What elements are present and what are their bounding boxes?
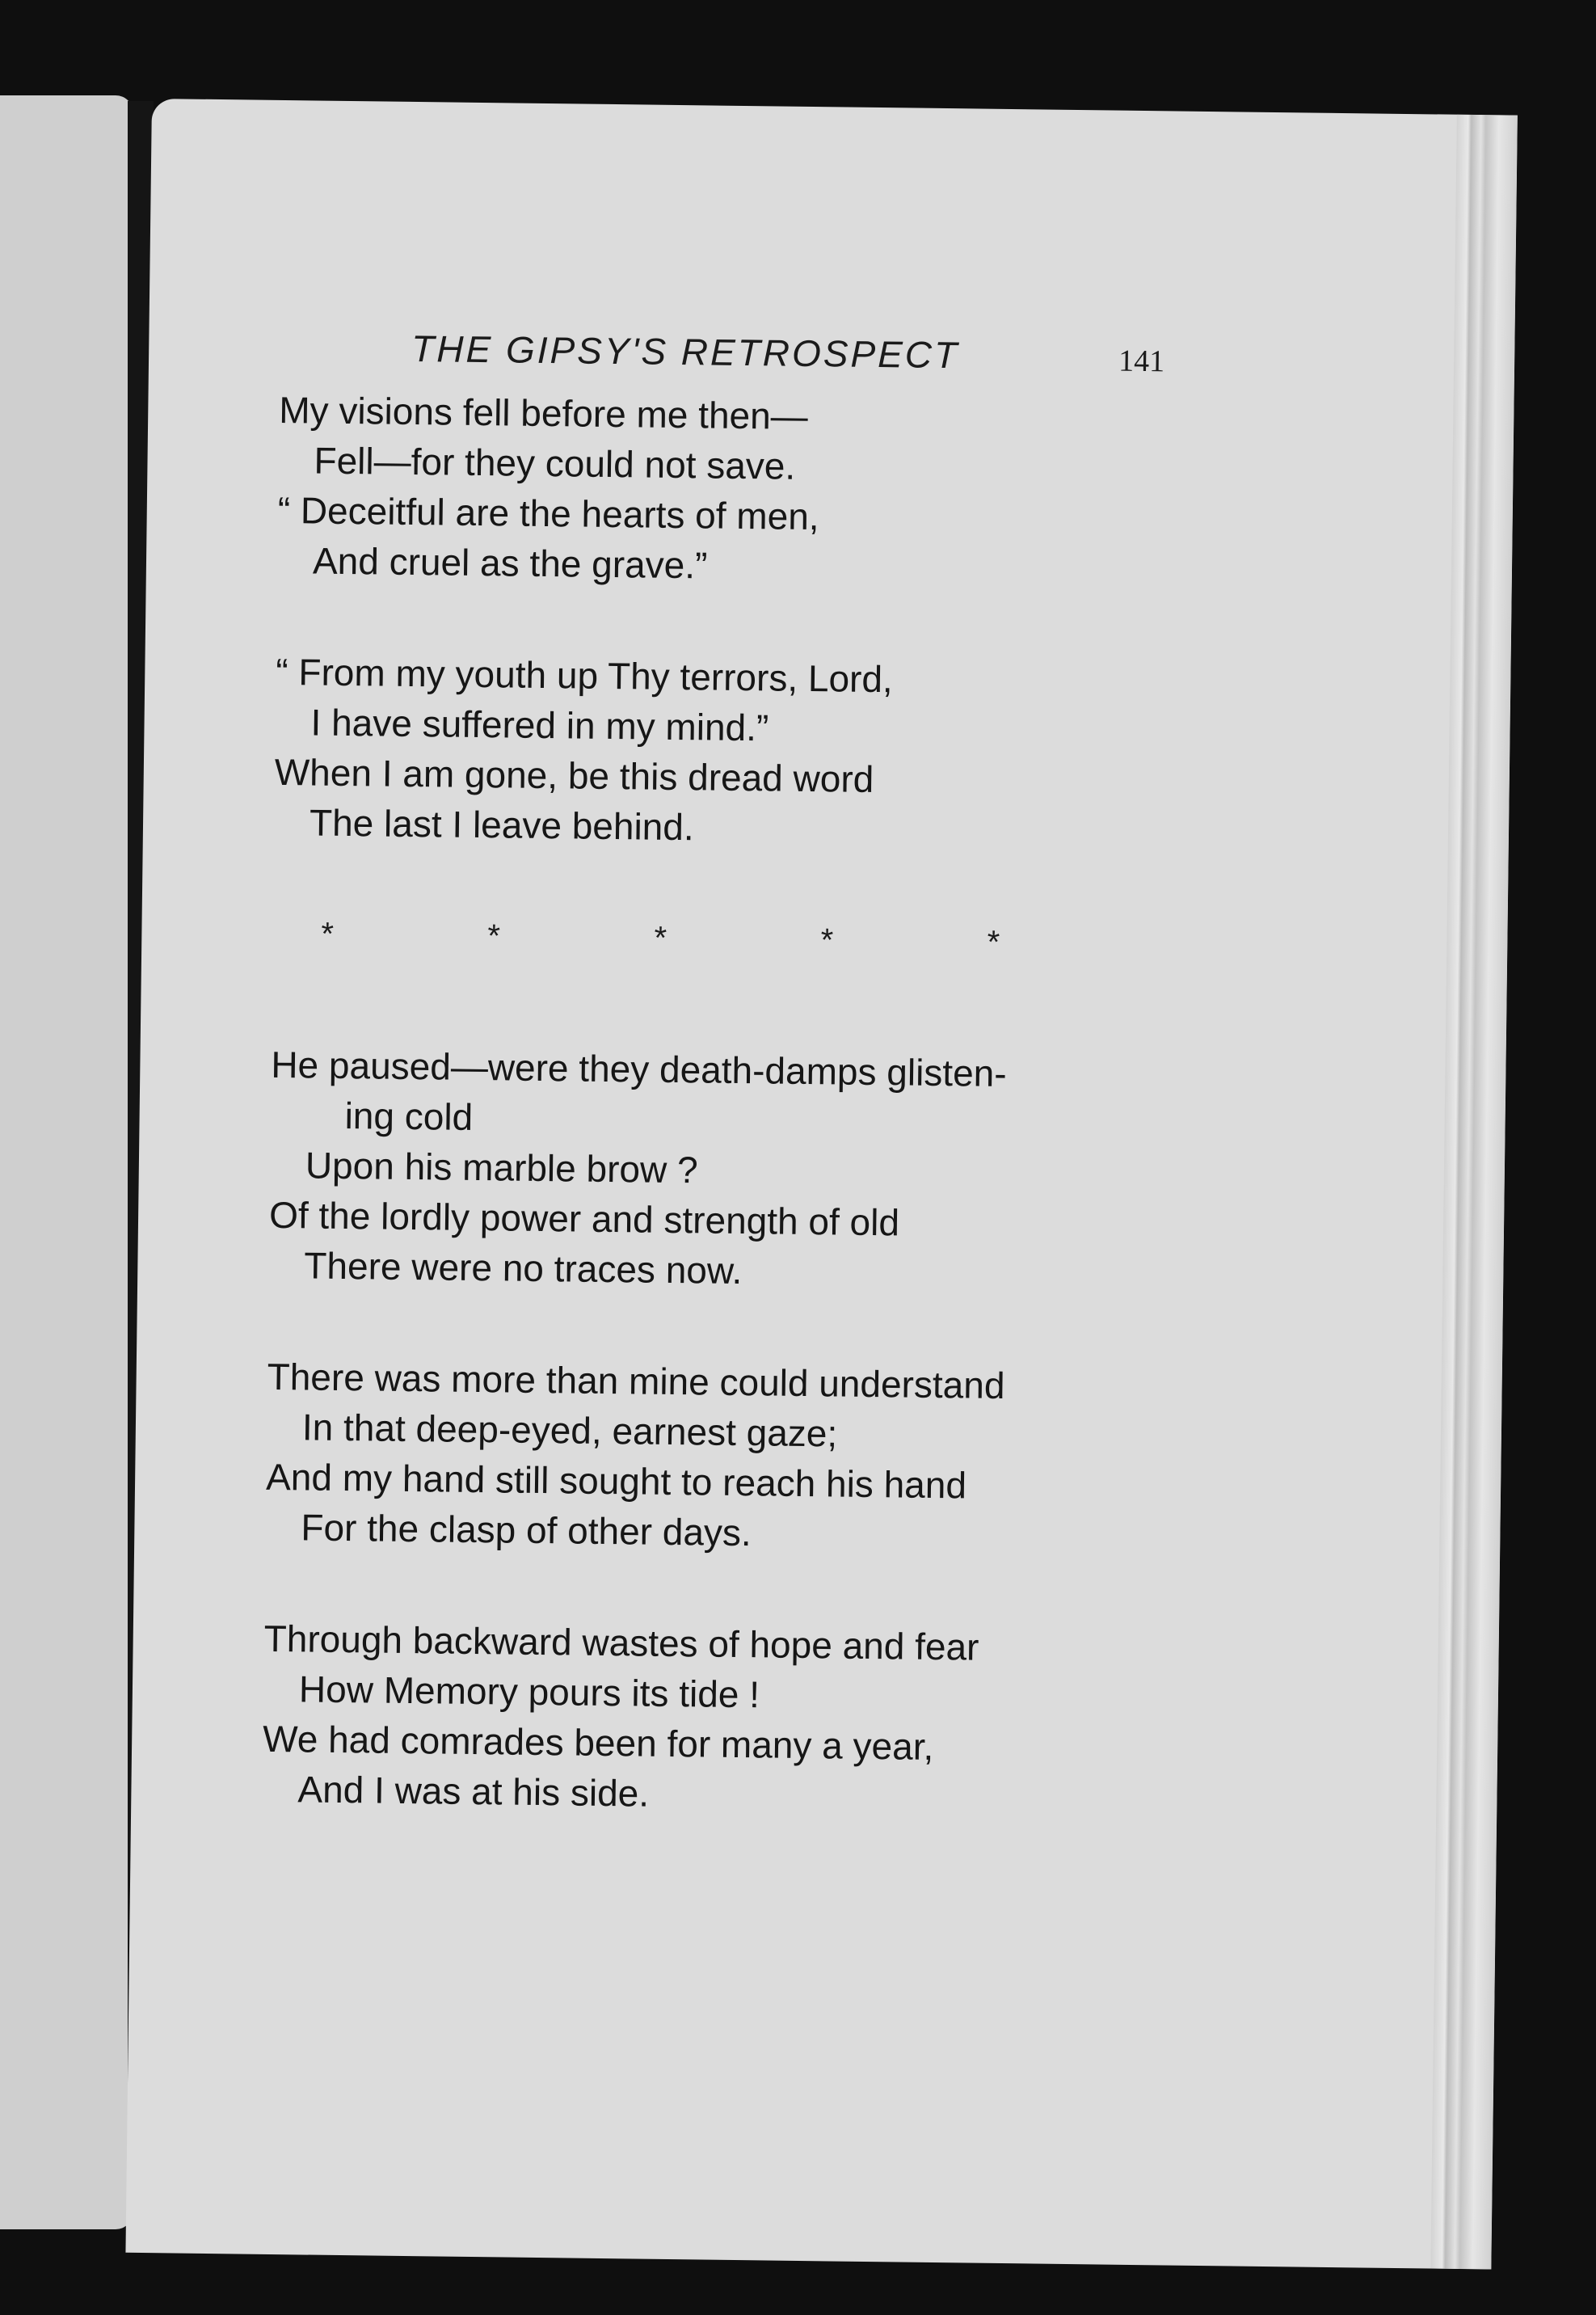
asterisk: *: [654, 920, 667, 956]
asterisk: *: [820, 922, 834, 959]
verse-line: Upon his marble brow ?: [305, 1144, 698, 1191]
verse-line: In that deep-eyed, earnest gaze;: [301, 1406, 838, 1455]
asterisk: *: [321, 916, 335, 952]
verse-line: Through backward wastes of hope and fear: [263, 1617, 979, 1668]
asterisk: *: [987, 924, 1000, 960]
asterisk: *: [487, 918, 501, 955]
verse-line: There were no traces now.: [304, 1244, 743, 1292]
verse-line: “ Deceitful are the hearts of men,: [277, 488, 819, 538]
verse-line: There was more than mine could understand: [267, 1355, 1005, 1407]
verse-line: And my hand still sought to reach his hand: [265, 1455, 967, 1507]
verse-line: I have suffered in my mind.”: [310, 701, 769, 749]
book-page: [125, 99, 1517, 2269]
verse-line: He paused—were they death-damps glisten-: [271, 1043, 1007, 1095]
verse-line: And cruel as the grave.”: [312, 539, 708, 587]
running-title: THE GIPSY'S RETROSPECT: [411, 327, 960, 377]
stanza: [262, 1613, 1194, 1825]
section-separator: [321, 909, 1000, 968]
verse-line: “ From my youth up Thy terrors, Lord,: [276, 650, 894, 701]
stanza: [277, 385, 1209, 597]
verse-line: When I am gone, be this dread word: [274, 750, 874, 800]
verse-line: Fell—for they could not save.: [314, 439, 796, 487]
facing-page-edge: [0, 95, 133, 2229]
verse-line: For the clasp of other days.: [301, 1506, 752, 1554]
page-edges: [1430, 115, 1518, 2270]
page-number: 141: [1118, 344, 1165, 379]
verse-line: My visions fell before me then—: [278, 388, 809, 437]
verse-line: Of the lordly power and strength of old: [268, 1193, 900, 1244]
verse-line: We had comrades been for many a year,: [262, 1717, 934, 1768]
stanza: [268, 1039, 1201, 1301]
verse-line: The last I leave behind.: [309, 801, 694, 849]
verse-line: How Memory pours its tide !: [298, 1668, 760, 1716]
stanza: [274, 647, 1206, 858]
stanza: [265, 1351, 1197, 1563]
verse-line: And I was at his side.: [297, 1768, 650, 1815]
verse-line: ing cold: [344, 1094, 474, 1138]
poem-body: [261, 385, 1208, 1887]
